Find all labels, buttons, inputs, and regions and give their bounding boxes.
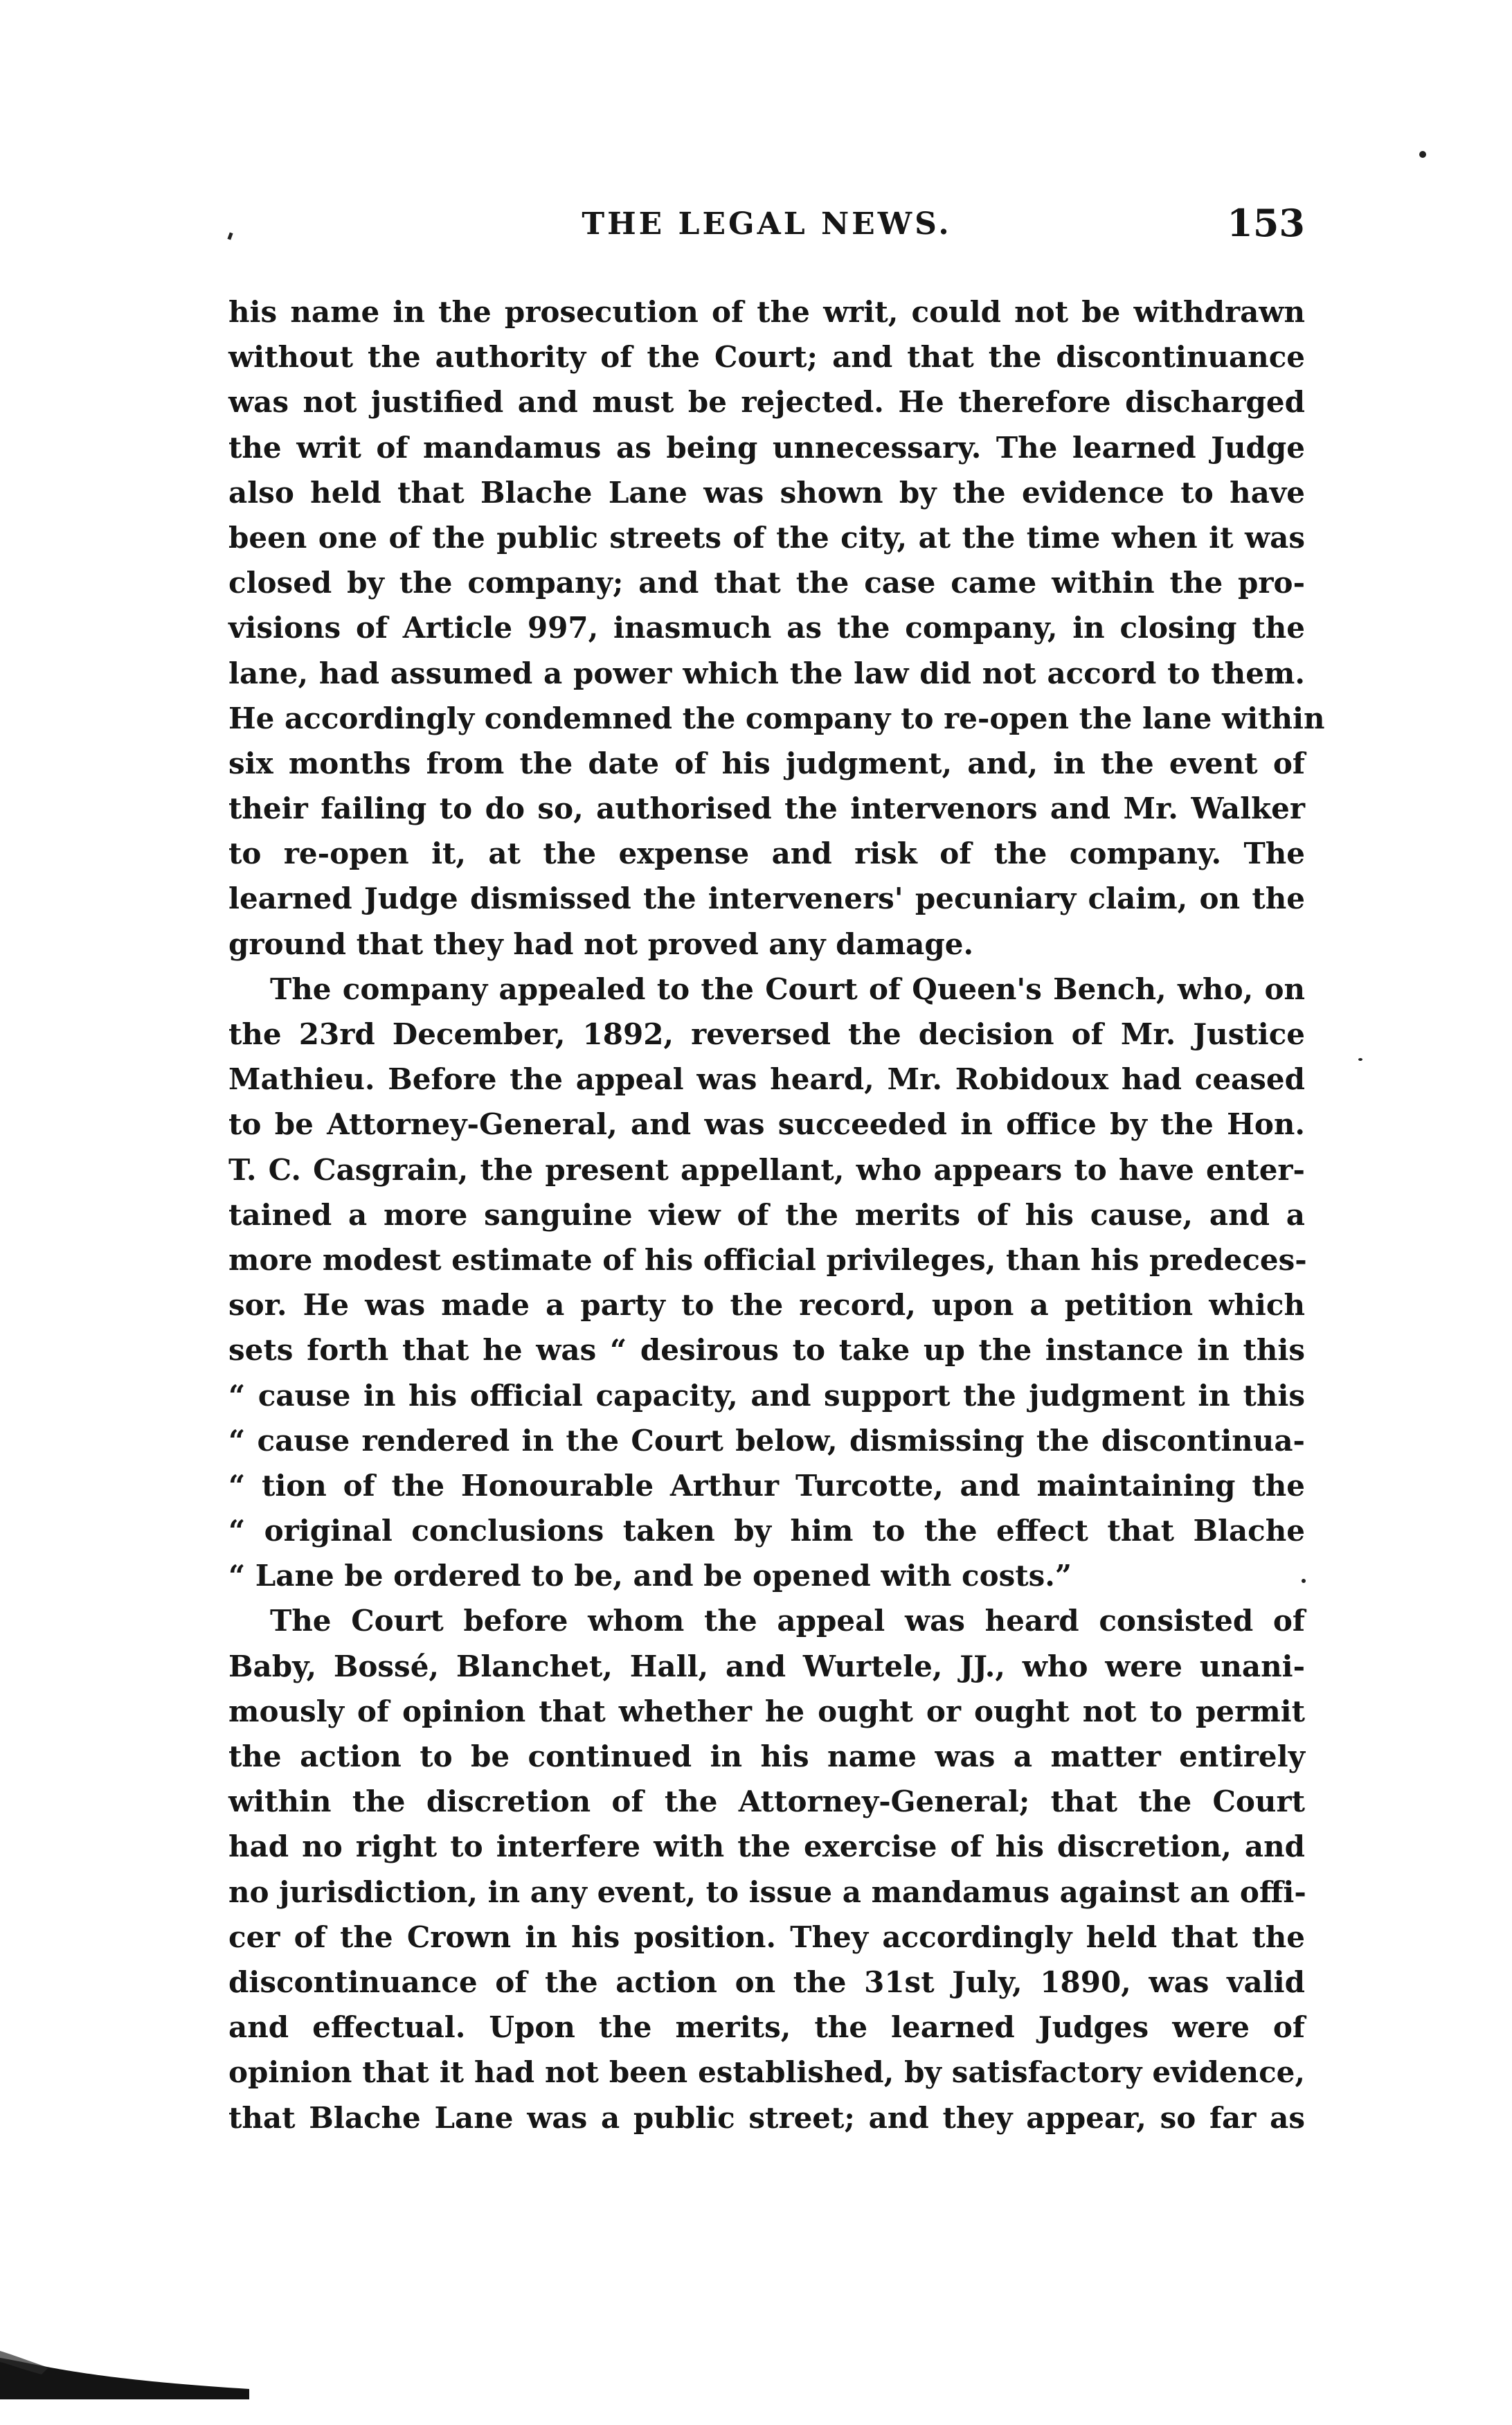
text-line: closed by the company; and that the case came within the pro- [228, 566, 1305, 600]
text-line: cer of the Crown in his position. They accordingly held that the [228, 1920, 1305, 1954]
text-line: sets forth that he was “ desirous to take up the instance in this [228, 1333, 1305, 1368]
text-line: the action to be continued in his name was a matter entirely [228, 1739, 1305, 1773]
text-line: “ cause rendered in the Court below, dismissing the discontinua- [228, 1423, 1305, 1458]
text-line: The company appealed to the Court of Queen's Bench, who, on [270, 972, 1305, 1006]
text-line: the writ of mandamus as being unnecessary. The learned Judge [228, 430, 1305, 465]
text-line: that Blache Lane was a public street; and they appear, so far as [228, 2100, 1305, 2135]
text-line: opinion that it had not been established, by satisfactory evidence, [228, 2055, 1305, 2090]
text-line: “ original conclusions taken by him to the effect that Blache [228, 1514, 1305, 1548]
text-line: ground that they had not proved any damage. [228, 927, 974, 961]
text-line: visions of Article 997, inasmuch as the company, in closing the [228, 611, 1305, 645]
text-line: discontinuance of the action on the 31st July, 1890, was valid [228, 1965, 1305, 1999]
text-line: learned Judge dismissed the interveners' pecuniary claim, on the [228, 882, 1305, 916]
text-line: the 23rd December, 1892, reversed the decision of Mr. Justice [228, 1017, 1305, 1051]
text-line: no jurisdiction, in any event, to issue a mandamus against an offi- [228, 1874, 1306, 1909]
ink-speck [1419, 151, 1426, 158]
text-line: He accordingly condemned the company to re-open the lane within [228, 701, 1325, 735]
text-line: without the authority of the Court; and that the discontinuance [228, 340, 1305, 375]
ink-speck [1358, 1058, 1362, 1061]
scan-edge-shadow [0, 2351, 249, 2399]
text-line: “ Lane be ordered to be, and be opened with costs.” [228, 1559, 1072, 1593]
text-line: tained a more sanguine view of the merits of his cause, and a [228, 1197, 1305, 1232]
text-line: “ tion of the Honourable Arthur Turcotte, and maintaining the [228, 1468, 1305, 1503]
text-line: Mathieu. Before the appeal was heard, Mr. Robidoux had ceased [228, 1062, 1305, 1097]
text-line: been one of the public streets of the city, at the time when it was [228, 520, 1305, 555]
text-line: had no right to interfere with the exercise of his discretion, and [228, 1829, 1305, 1864]
text-line: within the discretion of the Attorney-General; that the Court [228, 1784, 1305, 1819]
text-line: mously of opinion that whether he ought or ought not to permit [228, 1694, 1305, 1728]
text-line: his name in the prosecution of the writ, could not be withdrawn [228, 295, 1305, 329]
ink-speck [1302, 1579, 1306, 1583]
text-line: The Court before whom the appeal was heard consisted of [270, 1604, 1305, 1638]
text-line: T. C. Casgrain, the present appellant, who appears to have enter- [228, 1152, 1305, 1187]
text-line: Baby, Bossé, Blanchet, Hall, and Wurtele, JJ., who were unani- [228, 1649, 1305, 1683]
text-line: their failing to do so, authorised the intervenors and Mr. Walker [228, 791, 1305, 826]
running-header [228, 201, 1305, 256]
running-title: THE LEGAL NEWS. [582, 206, 952, 242]
text-line: to be Attorney-General, and was succeeded in office by the Hon. [228, 1107, 1305, 1142]
text-line: lane, had assumed a power which the law did not accord to them. [228, 656, 1305, 690]
text-line: and effectual. Upon the merits, the learned Judges were of [228, 2010, 1305, 2045]
text-line: sor. He was made a party to the record, upon a petition which [228, 1288, 1305, 1323]
text-line: “ cause in his official capacity, and support the judgment in this [228, 1378, 1305, 1413]
body-text [228, 289, 1325, 2140]
page-number: 153 [1227, 201, 1305, 245]
text-line: six months from the date of his judgment, and, in the event of [228, 746, 1305, 780]
text-line: was not justified and must be rejected. He therefore discharged [228, 385, 1305, 420]
text-line: to re-open it, at the expense and risk of the company. The [228, 836, 1305, 871]
text-line: also held that Blache Lane was shown by the evidence to have [228, 475, 1305, 510]
text-line: more modest estimate of his official privileges, than his predeces- [228, 1242, 1307, 1277]
